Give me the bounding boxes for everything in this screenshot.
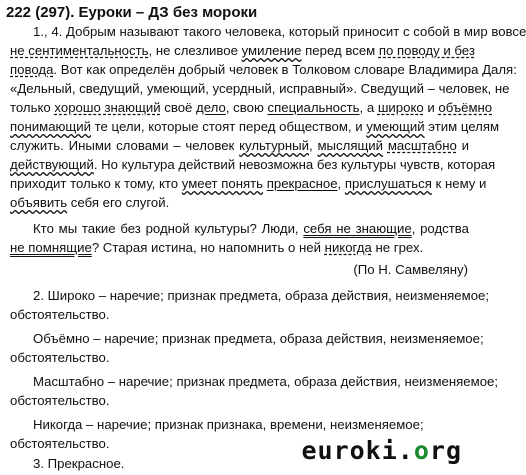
underlined-word: широко — [377, 100, 424, 115]
text-line: не сентиментальность, не слезливое умиление перед всем по поводу и без — [10, 43, 475, 58]
answer-line: 3. Прекрасное. — [33, 456, 125, 471]
underlined-word: умеет понять — [181, 176, 264, 191]
answer-line: Объёмно – наречие; признак предмета, образа действия, неизменяемое; — [33, 331, 484, 346]
text-line: служить. Иными словами – человек культурный, мыслящий масштабно и — [10, 138, 470, 153]
answer-line: Никогда – наречие; признак признака, времени, неизменяемое; — [33, 417, 424, 432]
answer-line: обстоятельство. — [10, 393, 110, 408]
underlined-word: никогда — [324, 240, 372, 255]
text-line: Кто мы такие без родной культуры? Люди, себя не знающие, родства — [33, 221, 469, 236]
underlined-word: дело — [196, 100, 226, 115]
underlined-word: повода — [10, 62, 54, 77]
underlined-word: по поводу и без — [378, 43, 475, 58]
underlined-word: объёмно — [438, 100, 493, 115]
answer-line: обстоятельство. — [10, 436, 110, 451]
answer-line: обстоятельство. — [10, 307, 110, 322]
author-attribution: (По Н. Самвеляну) — [353, 262, 468, 277]
underlined-word: не помнящие — [10, 240, 92, 255]
underlined-word: масштабно — [387, 138, 457, 153]
answer-line: 2. Широко – наречие; признак предмета, образа действия, неизменяемое; — [33, 288, 490, 303]
text-line: приходит только к тому, кто умеет понять прекрасное, прислушаться к нему и — [10, 176, 487, 191]
underlined-word: мыслящий — [317, 138, 384, 153]
text-line: только хорошо знающий своё дело, свою специальность, а широко и объёмно — [10, 100, 493, 115]
page-title: 222 (297). Еуроки – ДЗ без мороки — [6, 4, 258, 21]
underlined-word: не сентиментальность — [10, 43, 149, 58]
underlined-word: культурный — [239, 138, 309, 153]
text-line: действующий. Но культура действий невозможна без культуры чувств, которая — [10, 157, 496, 172]
underlined-word: специальность — [267, 100, 360, 115]
underlined-word: понимающий — [10, 119, 91, 134]
underlined-word: прекрасное — [266, 176, 338, 191]
text-line: не помнящие? Старая истина, но напомнить о ней никогда не грех. — [10, 240, 424, 255]
answer-line: обстоятельство. — [10, 350, 110, 365]
text-line: объявить себя его слугой. — [10, 195, 170, 210]
underlined-word: действующий — [10, 157, 94, 172]
underlined-word: прислушаться — [344, 176, 432, 191]
text-line: «Дельный, сведущий, умеющий, усердный, исправный». Сведущий – человек, не — [10, 81, 510, 96]
underlined-word: себя не знающие — [303, 221, 412, 236]
text-line: понимающий те цели, которые стоят перед обществом, и умеющий этим целям — [10, 119, 500, 134]
euroki-logo: euroki.org — [301, 436, 462, 465]
underlined-word: умеющий — [366, 119, 425, 134]
answer-line: Масштабно – наречие; признак предмета, образа действия, неизменяемое; — [33, 374, 499, 389]
underlined-word: объявить — [10, 195, 68, 210]
text-line: 1., 4. Добрым называют такого человека, который приносит с собой в мир вовсе — [33, 24, 526, 39]
underlined-word: умиление — [241, 43, 302, 58]
underlined-word: хорошо знающий — [54, 100, 161, 115]
text-line: повода. Вот как определён добрый человек в Толковом словаре Владимира Даля: — [10, 62, 517, 77]
